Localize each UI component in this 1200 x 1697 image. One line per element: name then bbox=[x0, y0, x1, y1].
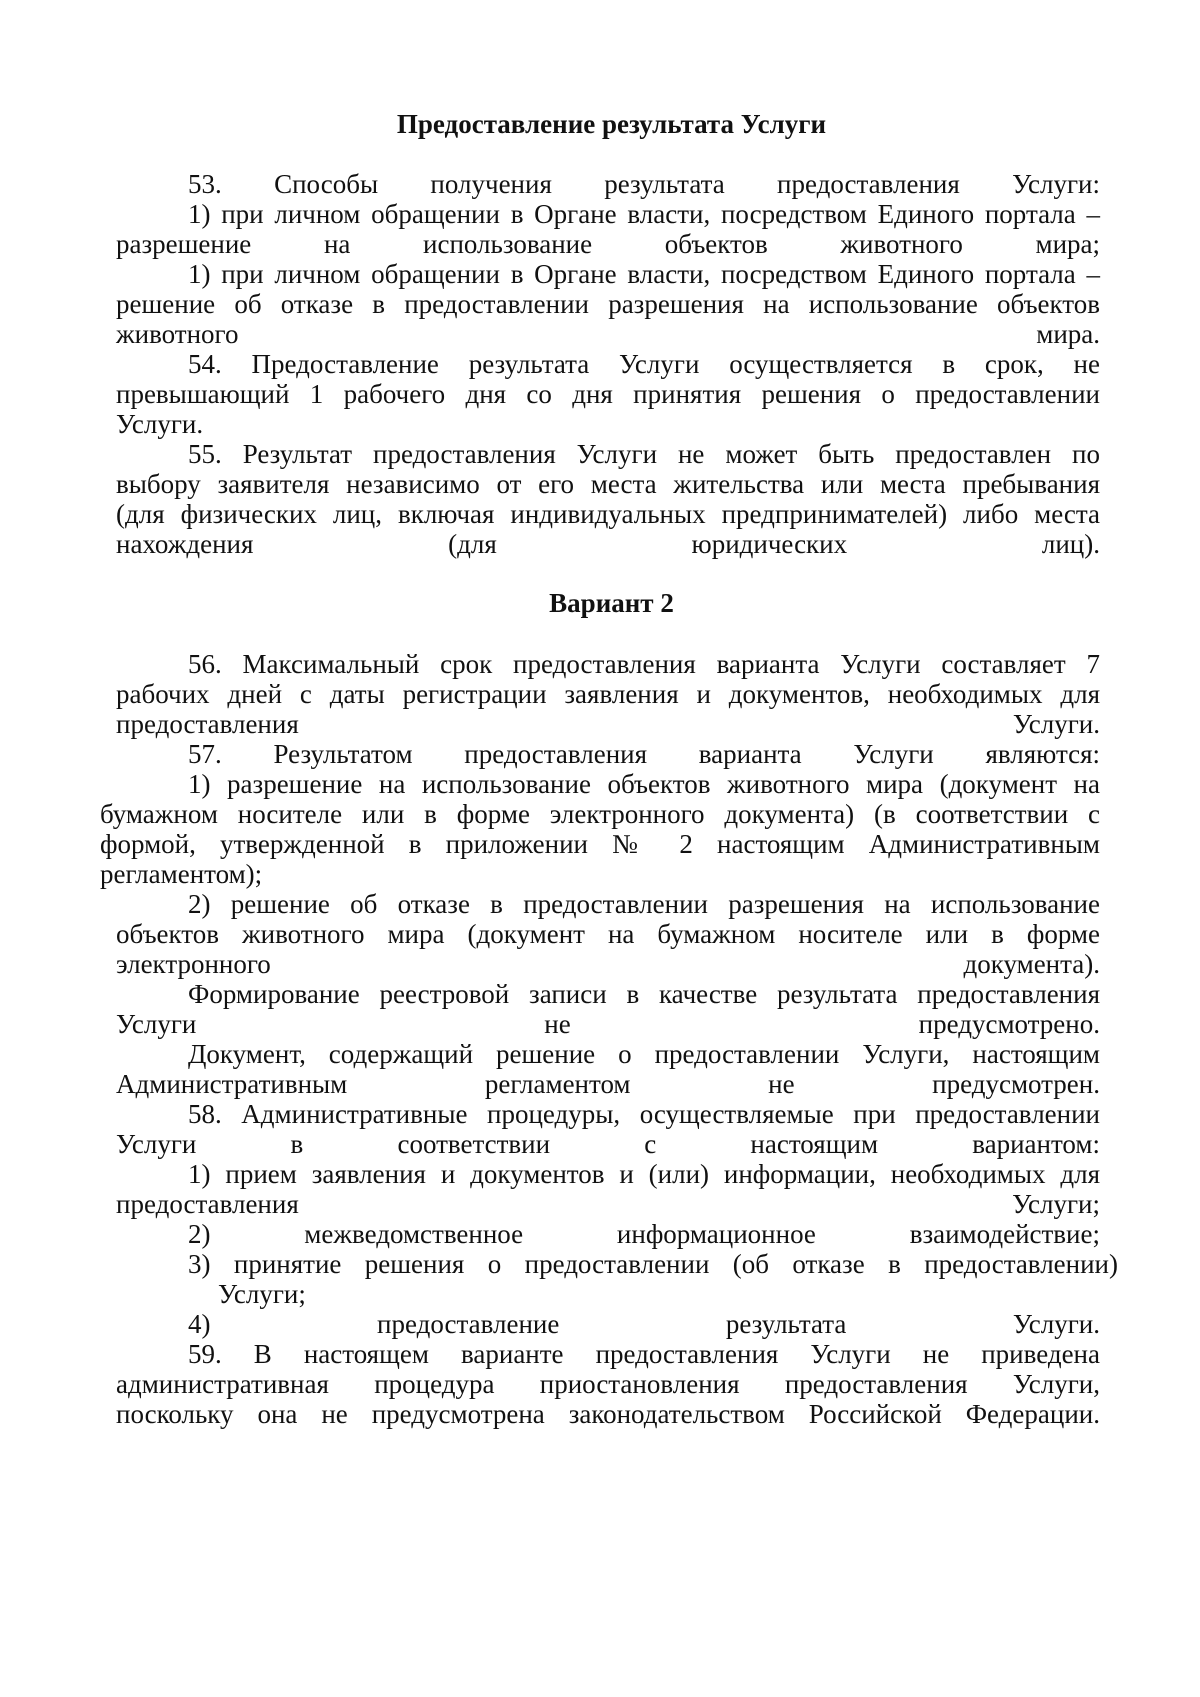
paragraph-58-item-line: 2) межведомственное информационное взаимодействие; bbox=[188, 1219, 1100, 1249]
paragraph-53-item-line: разрешение на использование объектов животного мира; bbox=[116, 229, 1100, 259]
paragraph-55-line: (для физических лиц, включая индивидуальных предпринимателей) либо места bbox=[116, 499, 1100, 529]
paragraph-58-item-line: 4) предоставление результата Услуги. bbox=[188, 1309, 1100, 1339]
paragraph-58-item-line: предоставления Услуги; bbox=[116, 1189, 1100, 1219]
paragraph-57-document-line: Документ, содержащий решение о предоставлении Услуги, настоящим bbox=[188, 1039, 1100, 1069]
paragraph-56-line: рабочих дней с даты регистрации заявления и документов, необходимых для bbox=[116, 679, 1100, 709]
paragraph-58-item-line: 1) прием заявления и документов и (или) информации, необходимых для bbox=[188, 1159, 1100, 1189]
paragraph-57-item-line: бумажном носителе или в форме электронного документа) (в соответствии с bbox=[100, 799, 1100, 829]
paragraph-53-item-line: решение об отказе в предоставлении разрешения на использование объектов bbox=[116, 289, 1100, 319]
paragraph-59-line: 59. В настоящем варианте предоставления Услуги не приведена bbox=[188, 1339, 1100, 1369]
paragraph-53-item-line: животного мира. bbox=[116, 319, 1100, 349]
paragraph-59-line: поскольку она не предусмотрена законодательством Российской Федерации. bbox=[116, 1399, 1100, 1429]
paragraph-57-item-line: электронного документа). bbox=[116, 949, 1100, 979]
paragraph-58-line: 58. Административные процедуры, осуществляемые при предоставлении bbox=[188, 1099, 1100, 1129]
paragraph-57-document-line: Административным регламентом не предусмотрен. bbox=[116, 1069, 1100, 1099]
paragraph-57-registry-line: Услуги не предусмотрено. bbox=[116, 1009, 1100, 1039]
paragraph-54-line: превышающий 1 рабочего дня со дня принятия решения о предоставлении bbox=[116, 379, 1100, 409]
paragraph-53-item-line: 1) при личном обращении в Органе власти, посредством Единого портала – bbox=[188, 199, 1100, 229]
paragraph-57-item-line: регламентом); bbox=[100, 859, 263, 889]
paragraph-53-line: 53. Способы получения результата предоставления Услуги: bbox=[188, 169, 1100, 199]
paragraph-57-line: 57. Результатом предоставления варианта Услуги являются: bbox=[188, 739, 1100, 769]
paragraph-55-line: выбору заявителя независимо от его места жительства или места пребывания bbox=[116, 469, 1100, 499]
paragraph-56-line: 56. Максимальный срок предоставления варианта Услуги составляет 7 bbox=[188, 649, 1100, 679]
paragraph-54-line: Услуги. bbox=[116, 409, 204, 439]
paragraph-56-line: предоставления Услуги. bbox=[116, 709, 1100, 739]
paragraph-59-line: административная процедура приостановления предоставления Услуги, bbox=[116, 1369, 1100, 1399]
paragraph-55-line: нахождения (для юридических лиц). bbox=[116, 529, 1100, 559]
paragraph-58-item-line: 3) принятие решения о предоставлении (об отказе в предоставлении) bbox=[188, 1249, 1118, 1279]
paragraph-53-item-line: 1) при личном обращении в Органе власти, посредством Единого портала – bbox=[188, 259, 1100, 289]
section-heading-variant-2: Вариант 2 bbox=[549, 588, 674, 618]
paragraph-55-line: 55. Результат предоставления Услуги не может быть предоставлен по bbox=[188, 439, 1100, 469]
paragraph-57-registry-line: Формирование реестровой записи в качестве результата предоставления bbox=[188, 979, 1100, 1009]
paragraph-54-line: 54. Предоставление результата Услуги осуществляется в срок, не bbox=[188, 349, 1100, 379]
paragraph-58-item-line: Услуги; bbox=[218, 1279, 306, 1309]
paragraph-58-line: Услуги в соответствии с настоящим вариантом: bbox=[116, 1129, 1100, 1159]
paragraph-57-item-line: 1) разрешение на использование объектов животного мира (документ на bbox=[188, 769, 1100, 799]
paragraph-57-item-line: объектов животного мира (документ на бумажном носителе или в форме bbox=[116, 919, 1100, 949]
section-heading-result: Предоставление результата Услуги bbox=[396, 109, 827, 139]
paragraph-57-item-line: 2) решение об отказе в предоставлении разрешения на использование bbox=[188, 889, 1100, 919]
paragraph-57-item-line: формой, утвержденной в приложении № 2 настоящим Административным bbox=[100, 829, 1100, 859]
